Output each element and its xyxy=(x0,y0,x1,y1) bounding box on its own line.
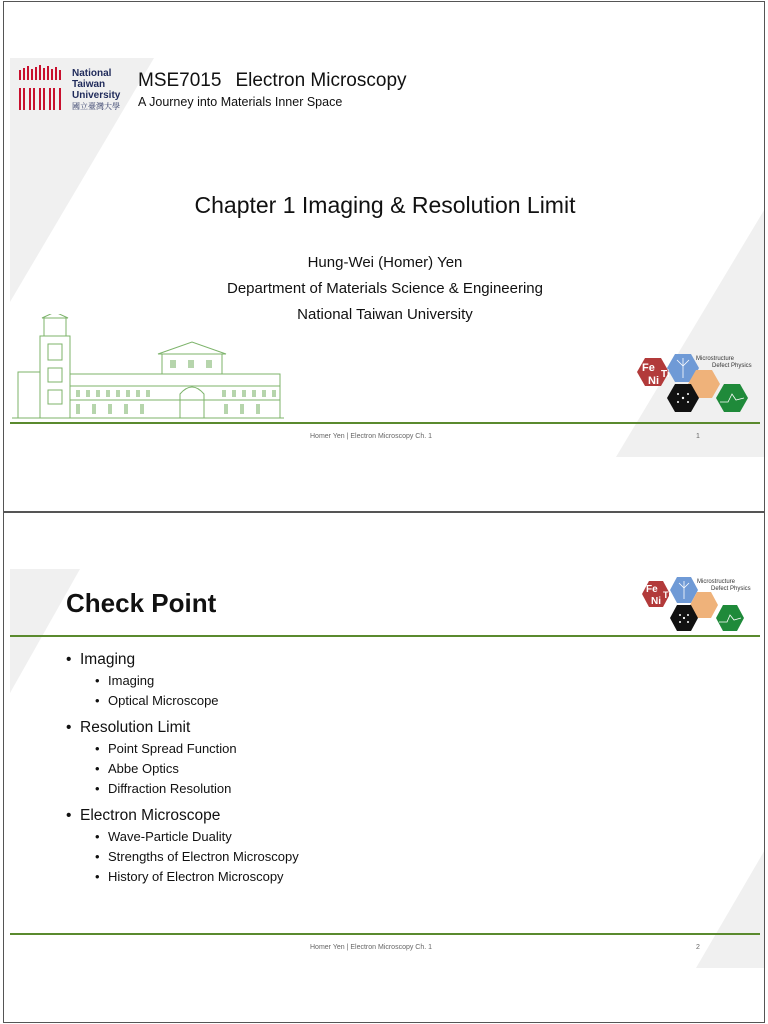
lab-logo-line-2: Defect Physics xyxy=(711,586,751,592)
lab-logo-fe: Fe xyxy=(642,362,655,374)
chapter-title: Chapter 1 Imaging & Resolution Limit xyxy=(194,192,576,218)
outline-subitem: • Optical Microscope xyxy=(66,691,299,711)
outline-subitem: • History of Electron Microscopy xyxy=(66,867,299,887)
ntu-name-zh: 國立臺灣大學 xyxy=(72,102,120,111)
course-code: MSE7015 xyxy=(138,70,222,91)
lab-logo-ni: Ni xyxy=(651,596,661,607)
ntu-name-line-1: National xyxy=(72,68,112,79)
lab-logo-line-2: Defect Physics xyxy=(712,363,752,369)
outline-list xyxy=(66,643,299,887)
ntu-name-line-3: University xyxy=(72,90,121,101)
course-tagline: A Journey into Materials Inner Space xyxy=(138,95,343,109)
slide-1 xyxy=(3,1,765,512)
outline-item-resolution-limit: • Resolution Limit xyxy=(66,717,299,739)
lab-logo-ti: Ti xyxy=(661,369,670,380)
lab-logo-fe: Fe xyxy=(646,584,658,595)
outline-subitem: • Abbe Optics xyxy=(66,759,299,779)
title-rule xyxy=(10,635,760,637)
slide-2 xyxy=(3,512,765,1023)
author-name: Hung-Wei (Homer) Yen xyxy=(307,254,463,271)
outline-subitem: • Point Spread Function xyxy=(66,739,299,759)
lab-logo-ni: Ni xyxy=(648,375,659,387)
outline-subitem: • Diffraction Resolution xyxy=(66,779,299,799)
lab-logo-line-1: Microstructure xyxy=(696,356,735,362)
campus-building-icon xyxy=(12,314,284,422)
lab-logo xyxy=(641,577,755,640)
footer-rule xyxy=(10,422,760,424)
author-department: Department of Materials Science & Engineering xyxy=(227,280,543,297)
footer-rule xyxy=(10,933,760,935)
lab-logo xyxy=(636,354,756,421)
course-heading xyxy=(138,70,407,92)
slide-title: Check Point xyxy=(66,588,217,618)
university-logo xyxy=(18,64,121,117)
page-number: 2 xyxy=(696,944,700,951)
outline-item-electron-microscope: • Electron Microscope xyxy=(66,805,299,827)
outline-subitem: • Wave-Particle Duality xyxy=(66,827,299,847)
ntu-logo-icon xyxy=(18,64,66,112)
outline-subitem: • Strengths of Electron Microscopy xyxy=(66,847,299,867)
lab-logo-line-1: Microstructure xyxy=(697,579,736,585)
page-number: 1 xyxy=(696,433,700,440)
outline-item-imaging: • Imaging xyxy=(66,649,299,671)
lab-logo-ti: Ti xyxy=(663,590,671,600)
outline-subitem: • Imaging xyxy=(66,671,299,691)
author-institution: National Taiwan University xyxy=(297,306,473,323)
slide-footer: Homer Yen | Electron Microscopy Ch. 1 xyxy=(310,433,433,440)
slide-footer: Homer Yen | Electron Microscopy Ch. 1 xyxy=(310,944,433,951)
course-title: Electron Microscopy xyxy=(235,70,407,91)
ntu-name-line-2: Taiwan xyxy=(72,79,106,90)
